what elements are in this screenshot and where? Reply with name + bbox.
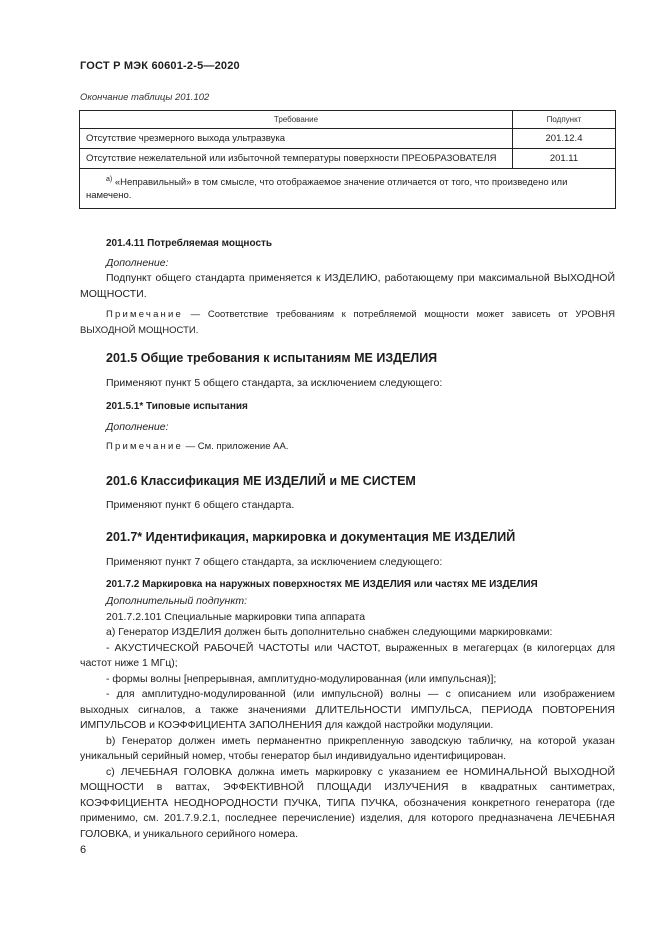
section-heading-201-6: 201.6 Классификация МЕ ИЗДЕЛИЙ и МЕ СИСТЕМ xyxy=(106,474,416,488)
section-201-7 xyxy=(80,555,615,842)
paragraph: c) ЛЕЧЕБНАЯ ГОЛОВКА должна иметь маркировку с указанием ее НОМИНАЛЬНОЙ ВЫХОДНОЙ МОЩНОСТИ в ваттах, ЭФФЕКТИВНОЙ ПЛОЩАДИ ИЗЛУЧЕНИЯ в квадратных сантиметрах, КОЭФФИЦИЕНТА НЕОДНОРОДНОСТИ ПУЧКА, ТИПА ПУЧКА, обозначения конкретного генератора (где применимо, см. 201.7.9.2.1, последнее перечисление) изделия, для которого предназначена ЛЕЧЕБНАЯ ГОЛОВКА, и уникального серийного номера. xyxy=(80,765,615,840)
note-text: — См. приложение АА. xyxy=(183,440,289,452)
table-row xyxy=(80,149,616,169)
list-item: - для амплитудно-модулированной (или импульсной) волны — с описанием или изображением выходных сигналов, а также значениями ДЛИТЕЛЬНОСТИ ИМПУЛЬСА, ПЕРИОДА ПОВТОРЕНИЯ ИМПУЛЬСОВ и КОЭФФИЦИЕНТА ЗАПОЛНЕНИЯ для каждой настройки модуляции. xyxy=(80,688,615,731)
table-header-row xyxy=(80,111,616,129)
addition-label: Дополнение: xyxy=(106,421,169,433)
page-number: 6 xyxy=(80,844,87,856)
list-item: - формы волны [непрерывная, амплитудно-модулированная (или импульсная)]; xyxy=(106,672,497,685)
paragraph: a) Генератор ИЗДЕЛИЯ должен быть дополнительно снабжен следующими маркировками: xyxy=(106,626,553,638)
subsection-heading: 201.5.1* Типовые испытания xyxy=(106,400,248,412)
section-201-6 xyxy=(80,498,615,514)
document-header: ГОСТ Р МЭК 60601-2-5—2020 xyxy=(80,60,240,72)
table-footnote-row xyxy=(80,169,616,209)
note xyxy=(80,307,615,338)
table-caption: Окончание таблицы 201.102 xyxy=(80,92,210,103)
subsection-heading: 201.4.11 Потребляемая мощность xyxy=(106,238,273,249)
section-heading-201-7: 201.7* Идентификация, маркировка и документация МЕ ИЗДЕЛИЙ xyxy=(106,530,516,544)
section-201-4-11 xyxy=(80,236,615,338)
addition-label: Дополнительный подпункт: xyxy=(106,595,248,607)
note-label: Примечание xyxy=(106,309,183,320)
paragraph: Применяют пункт 5 общего стандарта, за исключением следующего: xyxy=(106,377,443,389)
paragraph: Применяют пункт 6 общего стандарта. xyxy=(106,499,295,511)
note-text: — Соответствие требованиям к потребляемой мощности может зависеть от УРОВНЯ ВЫХОДНОЙ МОЩНОСТИ. xyxy=(80,309,615,336)
paragraph: b) Генератор должен иметь перманентно прикрепленную заводскую табличку, на которой указан уникальный серийный номер, чтобы генератор был индивидуально идентифицирован. xyxy=(80,734,615,762)
section-201-5 xyxy=(80,376,615,454)
note xyxy=(80,439,615,455)
list-item: - АКУСТИЧЕСКОЙ РАБОЧЕЙ ЧАСТОТЫ или ЧАСТОТ, выраженных в мегагерцах (в килогерцах для частот ниже 1 МГц); xyxy=(80,641,615,669)
paragraph: Подпункт общего стандарта применяется к ИЗДЕЛИЮ, работающему при максимальной ВЫХОДНОЙ МОЩНОСТИ. xyxy=(80,272,615,300)
table-cell-requirement: Отсутствие чрезмерного выхода ультразвука xyxy=(80,129,513,149)
section-heading-201-5: 201.5 Общие требования к испытаниям МЕ ИЗДЕЛИЯ xyxy=(106,351,438,365)
subsection-heading: 201.7.2 Маркировка на наружных поверхностях МЕ ИЗДЕЛИЯ или частях МЕ ИЗДЕЛИЯ xyxy=(106,578,538,590)
table-footnote xyxy=(80,169,616,209)
note-label: Примечание xyxy=(106,440,183,452)
requirements-table xyxy=(79,110,616,209)
addition-label: Дополнение: xyxy=(106,256,169,269)
paragraph: Применяют пункт 7 общего стандарта, за исключением следующего: xyxy=(106,556,443,568)
column-header-subclause: Подпункт xyxy=(513,111,616,129)
paragraph: 201.7.2.101 Специальные маркировки типа аппарата xyxy=(106,610,366,623)
table-cell-subclause: 201.12.4 xyxy=(513,129,616,149)
table-cell-requirement: Отсутствие нежелательной или избыточной температуры поверхности ПРЕОБРАЗОВАТЕЛЯ xyxy=(80,149,513,169)
table-cell-subclause: 201.11 xyxy=(513,149,616,169)
column-header-requirement: Требование xyxy=(80,111,513,129)
footnote-text: «Неправильный» в том смысле, что отображаемое значение отличается от того, что произведено или намечено. xyxy=(86,177,568,202)
footnote-mark: a) xyxy=(106,176,113,183)
table-row xyxy=(80,129,616,149)
